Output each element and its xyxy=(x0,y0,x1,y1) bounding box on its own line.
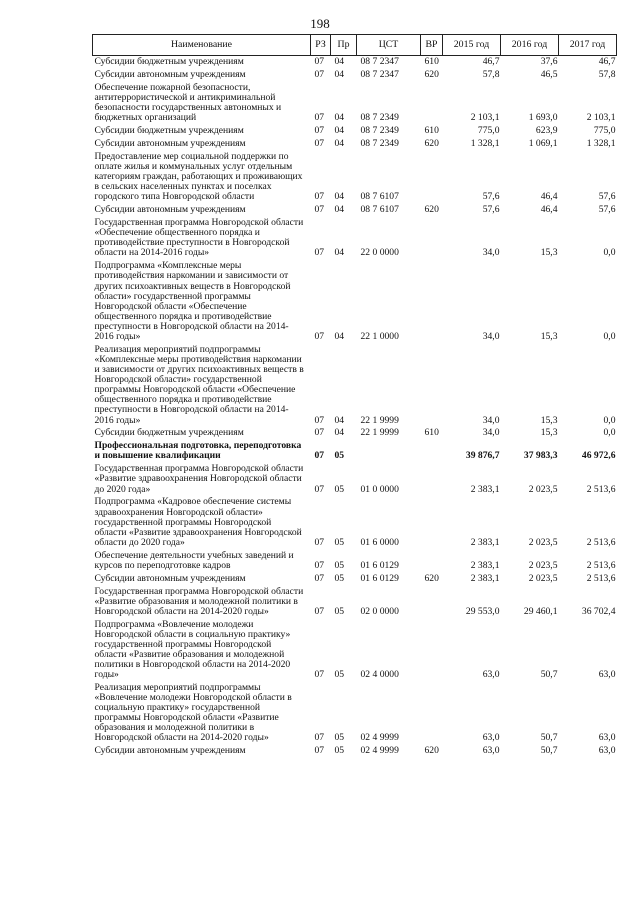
table-row xyxy=(93,260,617,344)
row-cst: 08 7 2349 xyxy=(360,112,399,124)
row-vr: 620 xyxy=(424,69,439,81)
row-rz: 07 xyxy=(314,69,325,81)
row-pr: 05 xyxy=(334,745,345,757)
row-value-2017: 2 513,6 xyxy=(586,559,616,571)
row-name: Обеспечение пожарной безопасности, антитеррористической и антикриминальной безопасности государственных автономных и бюджетных организаций xyxy=(94,82,282,124)
row-value-2016: 623,9 xyxy=(535,125,558,137)
row-cst: 02 0 0000 xyxy=(360,605,399,617)
table-row xyxy=(93,463,617,496)
row-name: Государственная программа Новгородской области «Обеспечение общественного порядка и противодействие преступности в Новгородской области на 2014-2016 годы» xyxy=(94,217,304,259)
table-row xyxy=(93,440,617,463)
row-pr: 04 xyxy=(334,247,345,259)
row-name: Предоставление мер социальной поддержки по оплате жилья и коммунальных услуг отдельным категориям граждан, работающих и проживающих в сельских населенных пунктах и поселках городского типа Новгородской области xyxy=(94,151,303,203)
table-body xyxy=(93,56,617,758)
row-pr: 04 xyxy=(334,138,345,150)
row-value-2016: 2 023,5 xyxy=(528,572,558,584)
row-rz: 07 xyxy=(314,605,325,617)
row-vr xyxy=(421,440,443,463)
row-name: Субсидии автономным учреждениям xyxy=(94,138,246,150)
table-row xyxy=(93,217,617,260)
header-rz: РЗ xyxy=(311,35,331,56)
row-pr: 04 xyxy=(334,331,345,343)
row-rz: 07 xyxy=(314,669,325,681)
row-cst: 22 0 0000 xyxy=(360,247,399,259)
row-value-2017: 0,0 xyxy=(603,427,616,439)
row-value-2015: 39 876,7 xyxy=(465,450,500,462)
row-name: Субсидии автономным учреждениям xyxy=(94,204,246,216)
row-cst: 02 4 0000 xyxy=(360,669,399,681)
row-value-2017: 2 513,6 xyxy=(586,536,616,548)
row-value-2016: 2 023,5 xyxy=(528,559,558,571)
row-rz: 07 xyxy=(314,536,325,548)
row-vr: 620 xyxy=(424,138,439,150)
row-value-2015: 2 103,1 xyxy=(470,112,500,124)
row-value-2015: 34,0 xyxy=(482,414,500,426)
row-rz: 07 xyxy=(314,572,325,584)
row-value-2015: 34,0 xyxy=(482,247,500,259)
row-pr: 04 xyxy=(334,191,345,203)
row-value-2016: 37 983,3 xyxy=(523,450,558,462)
table-row xyxy=(93,549,617,572)
row-name: Подпрограмма «Кадровое обеспечение системы здравоохранения Новгородской области» государственной программы Новгородской области «Развитие здравоохранения Новгородской области до 2020 года» xyxy=(94,496,302,548)
table-row xyxy=(93,618,617,681)
row-value-2015: 2 383,1 xyxy=(470,559,500,571)
row-cst: 08 7 6107 xyxy=(360,191,399,203)
row-value-2017: 57,8 xyxy=(598,69,616,81)
header-2015: 2015 год xyxy=(443,35,501,56)
row-rz: 07 xyxy=(314,414,325,426)
row-rz: 07 xyxy=(314,483,325,495)
row-rz: 07 xyxy=(314,331,325,343)
row-pr: 04 xyxy=(334,204,345,216)
row-value-2017: 2 103,1 xyxy=(586,112,616,124)
row-value-2015: 2 383,1 xyxy=(470,483,500,495)
header-2016: 2016 год xyxy=(501,35,559,56)
row-value-2017: 63,0 xyxy=(598,745,616,757)
row-vr xyxy=(421,682,443,745)
header-name: Наименование xyxy=(93,35,311,56)
row-cst: 01 0 0000 xyxy=(360,483,399,495)
row-rz: 07 xyxy=(314,56,325,68)
row-vr xyxy=(421,151,443,204)
row-value-2017: 1 328,1 xyxy=(586,138,616,150)
header-cst: ЦСТ xyxy=(357,35,421,56)
row-vr: 620 xyxy=(424,204,439,216)
row-name: Государственная программа Новгородской области «Развитие образования и молодежной политики в Новгородской области на 2014-2020 годы» xyxy=(94,585,304,617)
table-row xyxy=(93,125,617,138)
row-value-2016: 15,3 xyxy=(540,331,558,343)
row-value-2016: 46,5 xyxy=(540,69,558,81)
row-cst: 08 7 2349 xyxy=(360,125,399,137)
row-rz: 07 xyxy=(314,191,325,203)
header-pr: Пр xyxy=(331,35,357,56)
row-vr: 610 xyxy=(424,125,439,137)
row-value-2015: 34,0 xyxy=(482,331,500,343)
row-vr xyxy=(421,618,443,681)
row-cst: 02 4 9999 xyxy=(360,732,399,744)
row-rz: 07 xyxy=(314,138,325,150)
row-vr: 620 xyxy=(424,572,439,584)
row-value-2015: 29 553,0 xyxy=(465,605,500,617)
header-2017: 2017 год xyxy=(559,35,617,56)
row-value-2017: 775,0 xyxy=(593,125,616,137)
row-pr: 05 xyxy=(334,536,345,548)
row-name: Подпрограмма «Вовлечение молодежи Новгородской области в социальную практику» государственной программы Новгородской области «Развитие образования и молодежной политики в Новгородской области на 2014-2020 годы» xyxy=(94,618,291,681)
row-cst: 22 1 0000 xyxy=(360,331,399,343)
row-name: Субсидии автономным учреждениям xyxy=(94,745,246,757)
row-cst: 08 7 2347 xyxy=(360,56,399,68)
row-value-2015: 57,6 xyxy=(482,191,500,203)
row-pr: 05 xyxy=(334,450,345,462)
table-row xyxy=(93,82,617,125)
table-row xyxy=(93,69,617,82)
row-vr xyxy=(421,344,443,428)
row-cst: 08 7 2347 xyxy=(360,69,399,81)
row-value-2015: 57,8 xyxy=(482,69,500,81)
row-value-2016: 15,3 xyxy=(540,414,558,426)
row-vr xyxy=(421,585,443,618)
row-pr: 05 xyxy=(334,732,345,744)
row-cst xyxy=(357,440,421,463)
row-value-2017: 2 513,6 xyxy=(586,572,616,584)
row-pr: 05 xyxy=(334,483,345,495)
row-pr: 04 xyxy=(334,125,345,137)
budget-table xyxy=(92,34,617,758)
row-value-2015: 46,7 xyxy=(482,56,500,68)
row-name: Реализация мероприятий подпрограммы «Комплексные меры противодействия наркомании и зависимости от других психоактивных веществ в Новгородской области» государственной программы Новгородской области «Обеспечение общественного порядка и противодействие преступности в Новгородской области на 2014-2016 годы» xyxy=(94,343,304,426)
row-rz: 07 xyxy=(314,450,325,462)
row-value-2015: 63,0 xyxy=(482,669,500,681)
row-value-2016: 15,3 xyxy=(540,247,558,259)
row-vr: 610 xyxy=(424,56,439,68)
row-rz: 07 xyxy=(314,732,325,744)
row-name: Государственная программа Новгородской области «Развитие здравоохранения Новгородской области до 2020 года» xyxy=(94,463,304,495)
table-row xyxy=(93,151,617,204)
row-value-2016: 2 023,5 xyxy=(528,536,558,548)
row-pr: 04 xyxy=(334,112,345,124)
row-name: Субсидии автономным учреждениям xyxy=(94,69,246,81)
row-value-2016: 29 460,1 xyxy=(523,605,558,617)
row-cst: 08 7 6107 xyxy=(360,204,399,216)
row-value-2015: 34,0 xyxy=(482,427,500,439)
header-vr: ВР xyxy=(421,35,443,56)
row-cst: 22 1 9999 xyxy=(360,414,399,426)
row-value-2017: 57,6 xyxy=(598,204,616,216)
row-pr: 05 xyxy=(334,669,345,681)
row-rz: 07 xyxy=(314,204,325,216)
row-value-2016: 46,4 xyxy=(540,191,558,203)
row-value-2016: 50,7 xyxy=(540,732,558,744)
row-value-2016: 1 069,1 xyxy=(528,138,558,150)
row-value-2016: 1 693,0 xyxy=(528,112,558,124)
table-row xyxy=(93,496,617,549)
row-cst: 02 4 9999 xyxy=(360,745,399,757)
table-row xyxy=(93,427,617,440)
row-value-2015: 2 383,1 xyxy=(470,572,500,584)
row-pr: 04 xyxy=(334,427,345,439)
row-value-2016: 50,7 xyxy=(540,745,558,757)
row-rz: 07 xyxy=(314,247,325,259)
row-value-2016: 50,7 xyxy=(540,669,558,681)
row-vr xyxy=(421,260,443,344)
row-rz: 07 xyxy=(314,559,325,571)
row-name: Подпрограмма «Комплексные меры противодействия наркомании и зависимости от других психоактивных веществ в Новгородской области» государственной программы Новгородской области «Обеспечение общественного порядка и противодействие преступности в Новгородской области на 2014-2016 годы» xyxy=(94,260,291,343)
row-value-2015: 2 383,1 xyxy=(470,536,500,548)
row-vr xyxy=(421,82,443,125)
row-value-2015: 775,0 xyxy=(477,125,500,137)
row-value-2016: 15,3 xyxy=(540,427,558,439)
row-rz: 07 xyxy=(314,427,325,439)
row-vr xyxy=(421,496,443,549)
row-rz: 07 xyxy=(314,125,325,137)
row-cst: 01 6 0000 xyxy=(360,536,399,548)
table-row xyxy=(93,745,617,758)
row-value-2015: 63,0 xyxy=(482,732,500,744)
row-rz: 07 xyxy=(314,112,325,124)
row-pr: 05 xyxy=(334,559,345,571)
row-value-2016: 46,4 xyxy=(540,204,558,216)
table-row xyxy=(93,204,617,217)
row-name: Субсидии бюджетным учреждениям xyxy=(94,427,244,439)
row-name: Реализация мероприятий подпрограммы «Вовлечение молодежи Новгородской области в социальную практику» государственной программы Новгородской области «Развитие образования и молодежной политики в Новгородской области на 2014-2020 годы» xyxy=(94,681,292,744)
row-value-2015: 57,6 xyxy=(482,204,500,216)
row-value-2017: 0,0 xyxy=(603,247,616,259)
row-cst: 22 1 9999 xyxy=(360,427,399,439)
table-row xyxy=(93,585,617,618)
row-vr xyxy=(421,549,443,572)
row-value-2017: 63,0 xyxy=(598,732,616,744)
row-pr: 05 xyxy=(334,605,345,617)
row-value-2017: 2 513,6 xyxy=(586,483,616,495)
row-rz: 07 xyxy=(314,745,325,757)
row-pr: 04 xyxy=(334,414,345,426)
row-value-2017: 46 972,6 xyxy=(581,450,616,462)
row-value-2017: 46,7 xyxy=(598,56,616,68)
row-name: Обеспечение деятельности учебных заведений и курсов по переподготовке кадров xyxy=(94,549,294,571)
row-vr: 610 xyxy=(424,427,439,439)
page-number: 198 xyxy=(310,16,330,31)
row-cst: 01 6 0129 xyxy=(360,572,399,584)
row-value-2016: 2 023,5 xyxy=(528,483,558,495)
row-name: Субсидии бюджетным учреждениям xyxy=(94,56,244,68)
row-vr xyxy=(421,217,443,260)
row-value-2017: 36 702,4 xyxy=(581,605,616,617)
table-row xyxy=(93,138,617,151)
table-header xyxy=(93,35,617,56)
row-vr xyxy=(421,463,443,496)
row-pr: 05 xyxy=(334,572,345,584)
row-value-2017: 63,0 xyxy=(598,669,616,681)
row-pr: 04 xyxy=(334,69,345,81)
row-cst: 01 6 0129 xyxy=(360,559,399,571)
row-pr: 04 xyxy=(334,56,345,68)
row-value-2016: 37,6 xyxy=(540,56,558,68)
row-value-2015: 1 328,1 xyxy=(470,138,500,150)
row-name: Профессиональная подготовка, переподготовка и повышение квалификации xyxy=(94,440,302,462)
row-name: Субсидии бюджетным учреждениям xyxy=(94,125,244,137)
table-row xyxy=(93,344,617,428)
row-value-2017: 0,0 xyxy=(603,331,616,343)
row-value-2015: 63,0 xyxy=(482,745,500,757)
table-row xyxy=(93,682,617,745)
row-value-2017: 57,6 xyxy=(598,191,616,203)
row-cst: 08 7 2349 xyxy=(360,138,399,150)
row-value-2017: 0,0 xyxy=(603,414,616,426)
row-name: Субсидии автономным учреждениям xyxy=(94,572,246,584)
row-vr: 620 xyxy=(424,745,439,757)
table-row xyxy=(93,572,617,585)
table-row xyxy=(93,56,617,69)
